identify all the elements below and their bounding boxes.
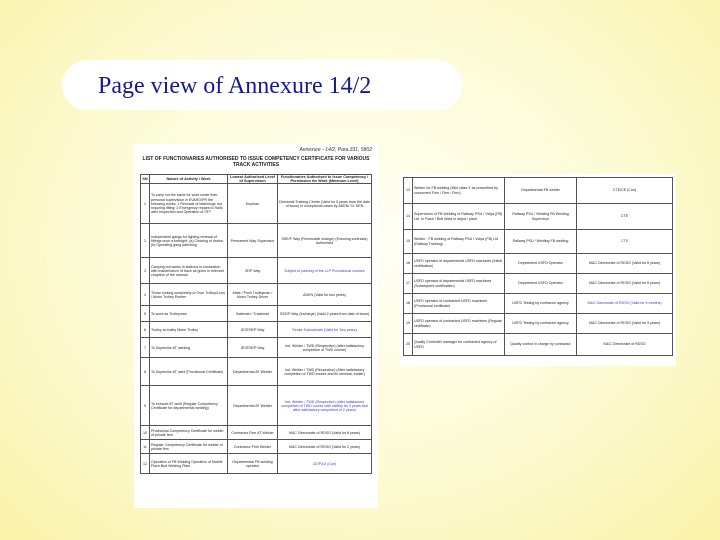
col-header-sn: SN: [141, 175, 150, 184]
annexure-title: LIST OF FUNCTIONARIES AUTHORISED TO ISSUE COMPETENCY CERTIFICATE FOR VARIOUS TRACK ACTIVITIES: [142, 156, 370, 168]
row-supervision: Keyman: [228, 184, 278, 224]
row-authority: M&C Directorate of RDSO: [577, 334, 673, 356]
row-supervision: JE/SSE/P Way: [228, 322, 278, 338]
row-supervision: Contractor Firm Welder: [228, 440, 278, 454]
row-sn: 20: [404, 334, 413, 356]
row-sn: 17: [404, 274, 413, 294]
row-sn: 12: [141, 454, 150, 474]
functionaries-table-continued: [403, 177, 673, 356]
row-authority: CTE: [577, 204, 673, 230]
row-authority: M&C Directorate of RDSO (Valid for 6 years): [278, 426, 372, 440]
row-activity: Welder for FB welding (Mini class X as prescribed by concerned Firm / Firm / Firm): [413, 178, 505, 204]
row-supervision: Department USFD Operator: [505, 274, 577, 294]
table-row: [141, 258, 372, 284]
table-row: [404, 334, 673, 356]
row-sn: 13: [404, 178, 413, 204]
table-row: [141, 322, 372, 338]
row-authority: CTE/CE (Con): [577, 178, 673, 204]
row-activity: USFD operator of departmental USFD machines (Initial certification): [413, 254, 505, 274]
row-authority: Ind. Welder / TWD (Respective) (after satisfactory completion of TWD course with validity for 3 years and after satisfactory completion of 2 years): [278, 386, 372, 426]
table-row: [404, 204, 673, 230]
row-sn: 4: [141, 284, 150, 306]
row-supervision: Mate / Push Trolleyman / Motor Trolley Driver: [228, 284, 278, 306]
table-row: [141, 184, 372, 224]
row-authority: M&C Directorate of RDSO (Valid for 2 years): [278, 440, 372, 454]
row-activity: Quality Controller manager for contracted agency of USFD: [413, 334, 505, 356]
row-supervision: Departmental AT Welder: [228, 386, 278, 426]
row-supervision: USFD Testing by contractor agency: [505, 294, 577, 314]
row-authority: Senior Subordinate (Valid for Two years): [278, 322, 372, 338]
row-sn: 7: [141, 338, 150, 358]
row-authority: ADEN (Valid for two years): [278, 284, 372, 306]
row-supervision: Department USFD Operator: [505, 254, 577, 274]
row-sn: 1: [141, 184, 150, 224]
table-row: [404, 294, 673, 314]
row-authority: CE/P&D (Con): [278, 454, 372, 474]
table-row: [141, 440, 372, 454]
table-body-continued: [404, 178, 673, 356]
row-activity: USFD operator of contracted USFD machines (Regular certificate): [413, 314, 505, 334]
title-box: [62, 60, 462, 110]
row-activity: Carrying out works in stations in connection with maintenance of track as given in relevant chapters of the manual: [150, 258, 228, 284]
annexure-reference: Annexure - 14/2, Para 331, 5802: [299, 147, 372, 153]
row-activity: To execute AT weld (Regular Competency Certificate for departmental welding): [150, 386, 228, 426]
table-row: [141, 426, 372, 440]
table-row: [141, 338, 372, 358]
row-sn: 18: [404, 294, 413, 314]
row-sn: 9: [141, 386, 150, 426]
row-activity: Independent gangs for lighting renewal of fittings once a fortnight; (a) Clearing of drains; (b) Operating gang patrolling: [150, 224, 228, 258]
annexure-page-1: [134, 144, 378, 508]
row-sn: 8: [141, 358, 150, 386]
table-row: [404, 178, 673, 204]
row-authority: Subject to passing of the LLP Promotional courses: [278, 258, 372, 284]
row-activity: USFD operator of departmental USFD machines (Subsequent certification): [413, 274, 505, 294]
col-header-supervision: Lowest Authorised Level of Supervision: [228, 175, 278, 184]
row-authority: CTE: [577, 230, 673, 254]
row-authority: M&C Directorate of RDSO (Valid for 3 years): [577, 314, 673, 334]
row-supervision: Quality control in charge by contractor: [505, 334, 577, 356]
table-row: [404, 314, 673, 334]
row-activity: Operation of FB Welding Operation of Mobile Flash Butt Welding Plant: [150, 454, 228, 474]
table-body: [141, 184, 372, 474]
functionaries-table: [140, 174, 372, 474]
table-row: [141, 386, 372, 426]
row-supervision: Permanent Way Supervisor: [228, 224, 278, 258]
table-row: [404, 230, 673, 254]
row-activity: Provisional Competency Certificate for welder of private firm: [150, 426, 228, 440]
row-activity: Those looking completely to Over Trolley/Lorry / Motor Trolley Pusher: [150, 284, 228, 306]
row-authority: Divisional Training Centre (Valid for 5 years from the date of issue) In exceptional cases by ADEN/ Sr. DEN: [278, 184, 372, 224]
col-header-activity: Nature of Activity / Work: [150, 175, 228, 184]
row-sn: 10: [141, 426, 150, 440]
row-activity: To carry out the same for work under their personal supervision in EVARO/PR the following works: 1 Renewal of fastenings not requiring lifting; 2 Emergency repairs to Rails after Inspection and Operation of SFT: [150, 184, 228, 224]
row-activity: Trolley at trolley Motor Trolley: [150, 322, 228, 338]
row-supervision: Railway PSU / Welding FB Welding Supervisor: [505, 204, 577, 230]
row-authority: SSE/P Way (Incharge) (Valid 2 years from date of issue): [278, 306, 372, 322]
row-activity: To work as Trolleyman: [150, 306, 228, 322]
row-sn: 16: [404, 254, 413, 274]
row-activity: Supervision of FB Welding of Railway PSU / Vidya (FB) Ltd. In Flash / Butt Weld in depot / plant: [413, 204, 505, 230]
row-supervision: JE/P Way: [228, 258, 278, 284]
row-sn: 6: [141, 322, 150, 338]
table-row: [141, 358, 372, 386]
table-row: [141, 224, 372, 258]
row-activity: Regular Competency Certificate for welder of private firm: [150, 440, 228, 454]
table-row: [404, 254, 673, 274]
table-row: [141, 454, 372, 474]
row-supervision: Departmental FB welder: [505, 178, 577, 204]
row-supervision: JE/SSE/P Way: [228, 338, 278, 358]
row-supervision: Departmental AT Welder: [228, 358, 278, 386]
annexure-page-2: [400, 174, 676, 366]
table-row: [141, 284, 372, 306]
row-sn: 15: [404, 230, 413, 254]
row-supervision: USFD Testing by contractor agency: [505, 314, 577, 334]
row-authority: Ind. Welder / TWD (Respective) (after satisfactory completion of TWD course): [278, 338, 372, 358]
row-sn: 2: [141, 224, 150, 258]
row-authority: M&C Directorate of RDSO (Valid for 6 months): [577, 294, 673, 314]
col-header-authority: Functionaries Authorised to Issue Competency / Permission for Work (Minimum Level): [278, 175, 372, 184]
row-sn: 11: [141, 440, 150, 454]
row-authority: M&C Directorate of RDSO (Valid for 5 years): [577, 274, 673, 294]
row-supervision: Departmental FB welding operator: [228, 454, 278, 474]
row-activity: Welder - FB welding of Railway PSU / Vidya (FB) Ltd (Railway Training): [413, 230, 505, 254]
table-row: [404, 274, 673, 294]
row-supervision: Contractor Firm AT Welder: [228, 426, 278, 440]
row-sn: 19: [404, 314, 413, 334]
row-supervision: Gateman / Trackman: [228, 306, 278, 322]
row-activity: USFD operator of contracted USFD machines (Provisional certificate): [413, 294, 505, 314]
row-authority: M&C Directorate of RDSO (Valid for 5 years): [577, 254, 673, 274]
table-row: [141, 306, 372, 322]
slide-title: Page view of Annexure 14/2: [98, 73, 372, 99]
row-authority: SSE/P Way (Removable change) (Ensuring contracts) Authorised: [278, 224, 372, 258]
row-activity: To Supervise AT weld (Provisional Certificate): [150, 358, 228, 386]
row-sn: 14: [404, 204, 413, 230]
table-header-row: [141, 175, 372, 184]
row-sn: 5: [141, 306, 150, 322]
row-activity: To Supervise AT welding: [150, 338, 228, 358]
row-authority: Ind. Welder / TWD (Respective) (After satisfactory completion of TWD course and its renewal, earlier): [278, 358, 372, 386]
row-sn: 3: [141, 258, 150, 284]
row-supervision: Railway PSU / Welding FB welding: [505, 230, 577, 254]
